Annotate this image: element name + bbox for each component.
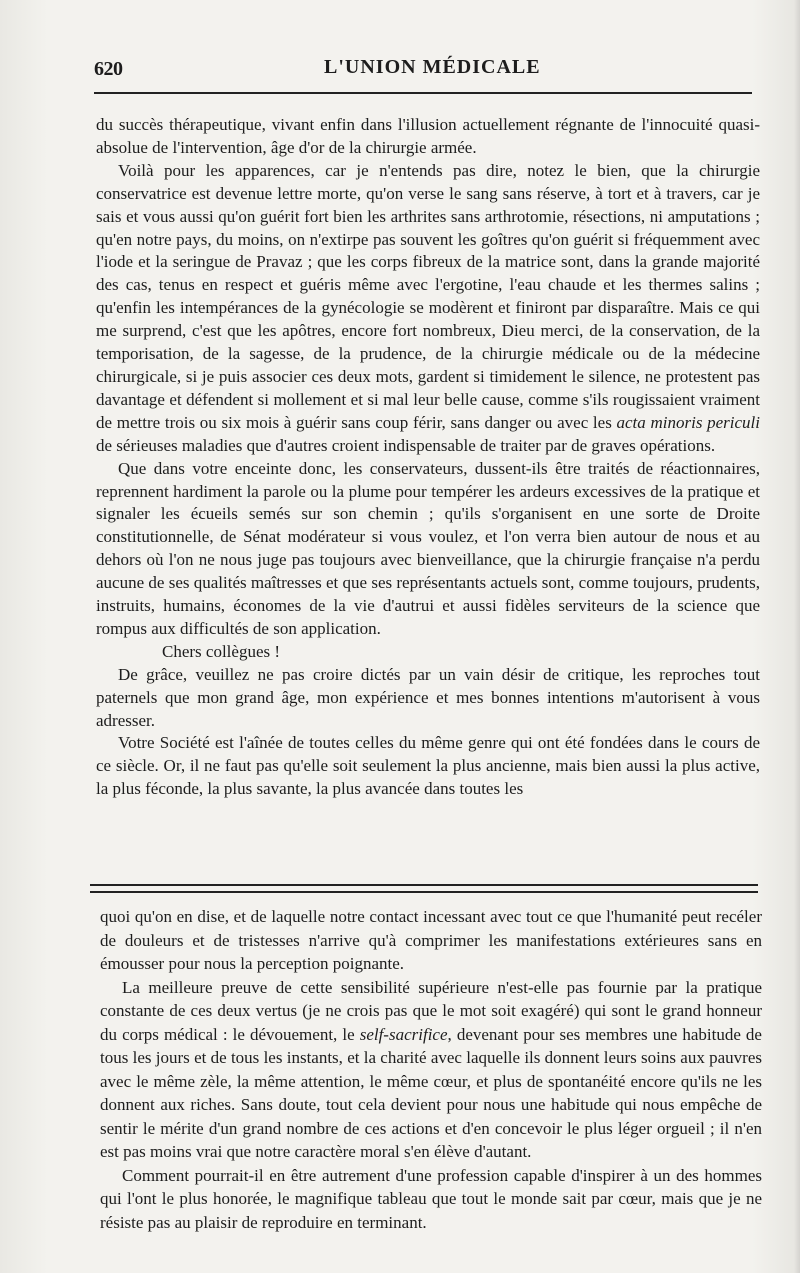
paragraph-text: , devenant pour ses membres une habitude de tous les jours et de tous les instants, et la charité avec laquelle ils donnent leurs soins aux pauvres avec le même zèle, la même attention, le même cœur, et plus de spontanéité encore qu'ils ne les donnent aux riches. Sans doute, tout cela devient pour nous une habitude qui nous empêche de sentir le mérite d'un grand nombre de ces actions et d'en concevoir le plus léger orgueil ; il n'en est pas moins vrai que notre caractère moral s'en élève d'autant. — [100, 1024, 762, 1161]
paragraph-text: Voilà pour les apparences, car je n'entends pas dire, notez le bien, que la chirurgie conservatrice est devenue lettre morte, qu'on verse le sang sans réserve, à tort et à travers, car je sais et vous aussi qu'on guérit fort bien les arthrites sans arthrotomie, résections, ni amputations ; qu'en notre pays, du moins, on n'extirpe pas souvent les goîtres qu'on guérit si fréquemment avec l'iode et la seringue de Pravaz ; que les corps fibreux de la matrice sont, dans la grande majorité des cas, tenus en respect et guéris même avec l'ergotine, l'eau chaude et les thermes salins ; qu'enfin les intempérances de la gynécologie se modèrent et finiront par disparaître. Mais ce qui me surprend, c'est que les apôtres, encore fort nombreux, Dieu merci, de la conservation, de la temporisation, de la sagesse, de la prudence, de la chirurgie médicale ou de la médecine chirurgicale, si je puis associer ces deux mots, gardent si timidement le silence, ne protestent pas davantage et défendent si mollement et si mal leur belle cause, comme s'ils rougissaient vraiment de mettre trois ou six mois à guérir sans coup férir, sans danger ou avec les — [96, 160, 760, 432]
main-text-block — [96, 114, 760, 801]
paragraph: Votre Société est l'aînée de toutes celles du même genre qui ont été fondées dans le cours de ce siècle. Or, il ne faut pas qu'elle soit seulement la plus ancienne, mais bien aussi la plus active, la plus féconde, la plus savante, la plus avancée dans toutes les — [96, 733, 760, 799]
section-rule — [90, 891, 758, 893]
running-title: L'UNION MÉDICALE — [324, 56, 541, 78]
page-header — [94, 52, 750, 82]
paragraph: Que dans votre enceinte donc, les conservateurs, dussent-ils être traités de réactionnaires, reprennent hardiment la parole ou la plume pour tempérer les ardeurs excessives de la pratique et signaler les écueils semés sur son chemin ; qu'ils s'organisent en une sorte de Droite constitutionnelle, de Sénat modérateur si vous voulez, et l'on verra bien autour de nous et au dehors où l'on ne nous juge pas toujours avec bienveillance, que la chirurgie française n'a perdu aucune de ses qualités maîtresses et que ses représentants actuels sont, comme toujours, prudents, instruits, humains, économes de la vie d'autrui et aussi fidèles serviteurs de la science que rompus aux difficultés de son application. — [96, 458, 760, 638]
page-number: 620 — [94, 58, 123, 80]
latin-phrase: acta minoris periculi — [616, 412, 761, 432]
paragraph: Comment pourrait-il en être autrement d'une profession capable d'inspirer à un des hommes qui l'ont le plus honorée, le magnifique tableau que tout le monde sait par cœur, mais que je ne résiste pas au plaisir de reproduire en terminant. — [100, 1165, 762, 1232]
paragraph: du succès thérapeutique, vivant enfin dans l'illusion actuellement régnante de l'innocuité quasi-absolue de l'intervention, âge d'or de la chirurgie armée. — [96, 115, 760, 157]
paragraph-text: de sérieuses maladies que d'autres croient indispensable de traiter par de graves opérations. — [96, 435, 716, 455]
header-rule — [94, 92, 752, 94]
section-rule — [90, 884, 758, 886]
english-phrase: self-sacrifice — [359, 1024, 448, 1044]
salutation: Chers collègues ! — [162, 641, 281, 661]
secondary-text-block — [100, 905, 762, 1234]
paragraph: De grâce, veuillez ne pas croire dictés par un vain désir de critique, les reproches tout paternels que mon grand âge, mon expérience et mes bonnes intentions m'autorisent à vous adresser. — [96, 664, 760, 730]
paragraph — [96, 160, 760, 458]
page-edge-shadow — [794, 0, 800, 1273]
paragraph: quoi qu'on en dise, et de laquelle notre contact incessant avec tout ce que l'humanité peut recéler de douleurs et de tristesses n'arrive qu'à comprimer les manifestations extérieures sans en émousser pour nous la perception poignante. — [100, 907, 762, 973]
paragraph-text: La meilleure preuve de cette sensibilité supérieure n'est-elle pas fournie par la pratique constante de ces deux vertus (je ne crois pas que le mot soit exagéré) qui sont le grand honneur du corps médical : le dévouement, le — [100, 977, 762, 1044]
paragraph — [100, 976, 762, 1164]
